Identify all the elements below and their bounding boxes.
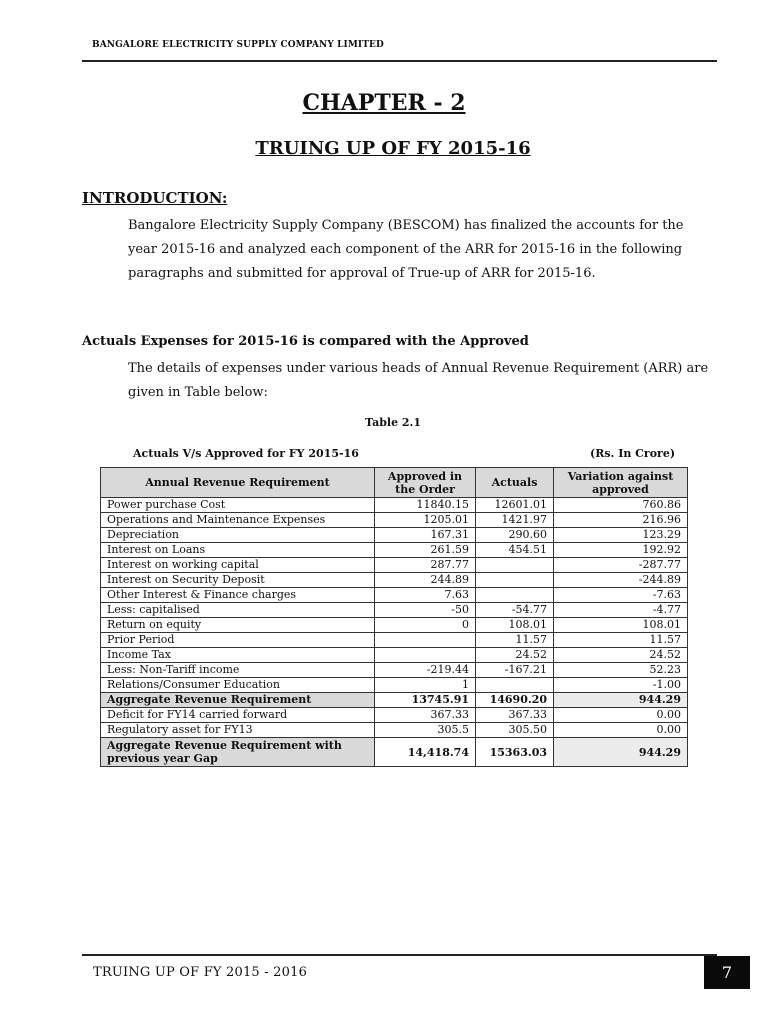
value-cell: 11840.15 [375, 498, 476, 513]
value-cell: 944.29 [554, 693, 688, 708]
value-cell: 108.01 [476, 618, 554, 633]
value-cell: 1 [375, 678, 476, 693]
table-body [101, 498, 688, 767]
table-row [101, 723, 688, 738]
table-row [101, 498, 688, 513]
value-cell: 11.57 [476, 633, 554, 648]
table-header-row [101, 468, 688, 498]
section-paragraph: The details of expenses under various heads of Annual Revenue Requirement (ARR) are given in Table below: [128, 361, 709, 400]
value-cell: 7.63 [375, 588, 476, 603]
section-heading: Actuals Expenses for 2015-16 is compared with the Approved [82, 334, 529, 349]
value-cell: 123.29 [554, 528, 688, 543]
value-cell: -4.77 [554, 603, 688, 618]
value-cell: 305.50 [476, 723, 554, 738]
value-cell: 367.33 [375, 708, 476, 723]
column-header: Actuals [476, 468, 554, 498]
value-cell: 52.23 [554, 663, 688, 678]
value-cell: 1205.01 [375, 513, 476, 528]
value-cell: 367.33 [476, 708, 554, 723]
row-label-cell: Aggregate Revenue Requirement with previous year Gap [101, 738, 375, 767]
value-cell: 944.29 [554, 738, 688, 767]
value-cell: 15363.03 [476, 738, 554, 767]
row-label-cell: Relations/Consumer Education [101, 678, 375, 693]
table-row [101, 678, 688, 693]
value-cell [476, 573, 554, 588]
value-cell [476, 678, 554, 693]
value-cell: 0.00 [554, 723, 688, 738]
value-cell: 13745.91 [375, 693, 476, 708]
value-cell: 14,418.74 [375, 738, 476, 767]
table-row [101, 558, 688, 573]
value-cell: 261.59 [375, 543, 476, 558]
table-caption: Table 2.1 [364, 416, 422, 429]
row-label-cell: Depreciation [101, 528, 375, 543]
header-rule [82, 60, 717, 62]
row-label-cell: Return on equity [101, 618, 375, 633]
row-label-cell: Aggregate Revenue Requirement [101, 693, 375, 708]
table-row [101, 588, 688, 603]
row-label-cell: Deficit for FY14 carried forward [101, 708, 375, 723]
value-cell: 12601.01 [476, 498, 554, 513]
value-cell: 760.86 [554, 498, 688, 513]
value-cell: 24.52 [554, 648, 688, 663]
chapter-title: CHAPTER - 2 [302, 90, 466, 116]
table-row [101, 543, 688, 558]
value-cell: 24.52 [476, 648, 554, 663]
table-row [101, 618, 688, 633]
row-label-cell: Prior Period [101, 633, 375, 648]
running-footer: TRUING UP OF FY 2015 - 2016 [93, 965, 308, 980]
value-cell: 290.60 [476, 528, 554, 543]
value-cell: 1421.97 [476, 513, 554, 528]
value-cell: 108.01 [554, 618, 688, 633]
row-label-cell: Interest on Security Deposit [101, 573, 375, 588]
value-cell: -244.89 [554, 573, 688, 588]
table-row [101, 708, 688, 723]
value-cell: 192.92 [554, 543, 688, 558]
row-label-cell: Less: Non-Tariff income [101, 663, 375, 678]
footer-rule [82, 954, 717, 956]
table-title: Actuals V/s Approved for FY 2015-16 [133, 447, 359, 460]
table-row [101, 633, 688, 648]
chapter-subtitle: TRUING UP OF FY 2015-16 [255, 138, 531, 159]
value-cell [375, 648, 476, 663]
column-header: Annual Revenue Requirement [101, 468, 375, 498]
table-row [101, 513, 688, 528]
value-cell: 167.31 [375, 528, 476, 543]
table-row [101, 528, 688, 543]
value-cell: 305.5 [375, 723, 476, 738]
running-header: BANGALORE ELECTRICITY SUPPLY COMPANY LIMITED [92, 40, 384, 50]
introduction-heading: INTRODUCTION: [82, 189, 228, 207]
row-label-cell: Other Interest & Finance charges [101, 588, 375, 603]
value-cell: 244.89 [375, 573, 476, 588]
value-cell: -1.00 [554, 678, 688, 693]
value-cell: 0 [375, 618, 476, 633]
row-label-cell: Income Tax [101, 648, 375, 663]
table-row [101, 648, 688, 663]
table-row [101, 693, 688, 708]
value-cell: -50 [375, 603, 476, 618]
value-cell [476, 588, 554, 603]
value-cell: 287.77 [375, 558, 476, 573]
value-cell: -219.44 [375, 663, 476, 678]
introduction-paragraph: Bangalore Electricity Supply Company (BESCOM) has finalized the accounts for the year 2015-16 and analyzed each component of the ARR for 2015-16 in the following paragraphs and submitted for approval of True-up of ARR for 2015-16. [128, 218, 684, 281]
value-cell [476, 558, 554, 573]
column-header: Approved in the Order [375, 468, 476, 498]
table-row [101, 573, 688, 588]
row-label-cell: Less: capitalised [101, 603, 375, 618]
row-label-cell: Operations and Maintenance Expenses [101, 513, 375, 528]
row-label-cell: Interest on working capital [101, 558, 375, 573]
value-cell: 11.57 [554, 633, 688, 648]
value-cell: 454.51 [476, 543, 554, 558]
row-label-cell: Regulatory asset for FY13 [101, 723, 375, 738]
arr-table [100, 467, 688, 767]
table-row [101, 663, 688, 678]
row-label-cell: Power purchase Cost [101, 498, 375, 513]
value-cell: -287.77 [554, 558, 688, 573]
value-cell: -167.21 [476, 663, 554, 678]
column-header: Variation against approved [554, 468, 688, 498]
table-units: (Rs. In Crore) [590, 447, 676, 460]
table-row [101, 738, 688, 767]
table-row [101, 603, 688, 618]
value-cell [375, 633, 476, 648]
value-cell: -7.63 [554, 588, 688, 603]
value-cell: 14690.20 [476, 693, 554, 708]
value-cell: 0.00 [554, 708, 688, 723]
page-number: 7 [704, 956, 750, 989]
value-cell: 216.96 [554, 513, 688, 528]
row-label-cell: Interest on Loans [101, 543, 375, 558]
value-cell: -54.77 [476, 603, 554, 618]
